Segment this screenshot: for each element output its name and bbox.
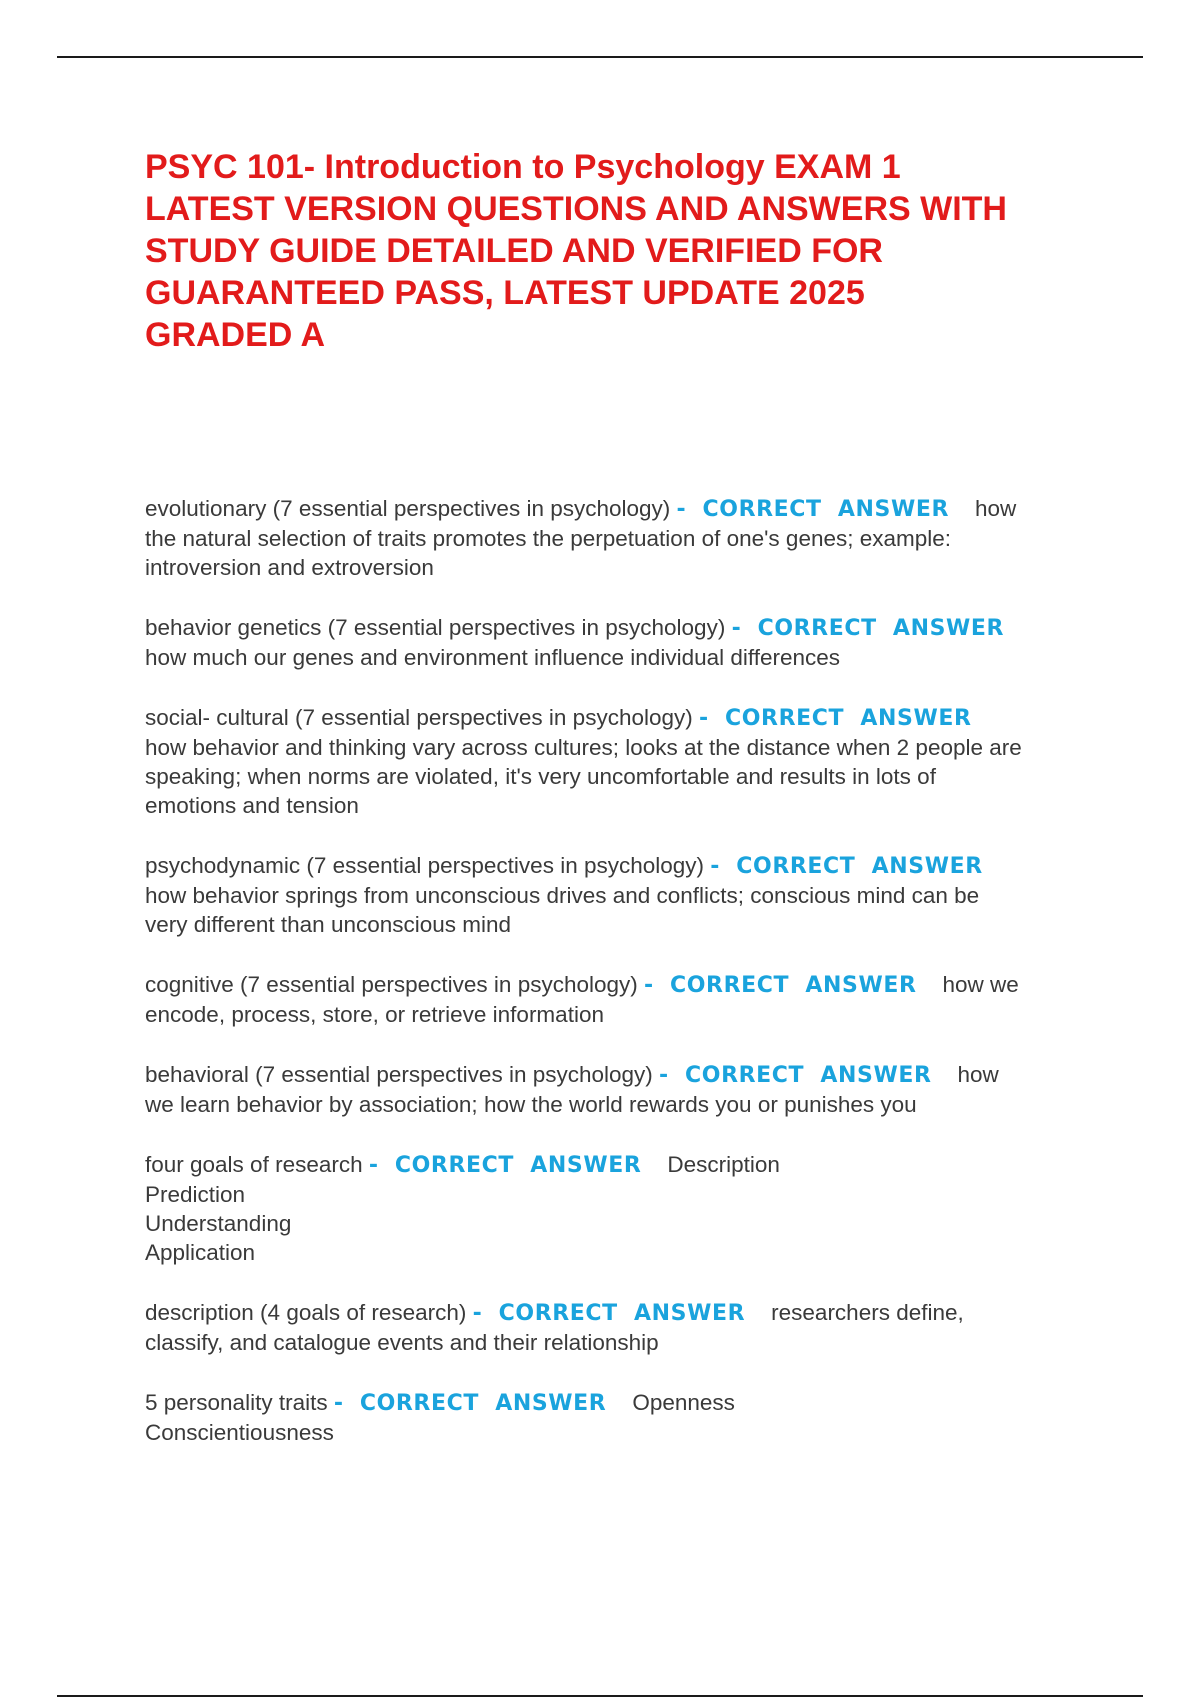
question-text: social- cultural (7 essential perspectives in psychology) xyxy=(145,705,693,730)
question-text: behavioral (7 essential perspectives in psychology) xyxy=(145,1062,653,1087)
question-text: psychodynamic (7 essential perspectives in psychology) xyxy=(145,853,705,878)
answer-line: speaking; when norms are violated, it's very uncomfortable and results in lots of xyxy=(145,764,936,789)
bottom-rule xyxy=(57,1695,1143,1697)
correct-answer-marker: - CORRECT ANSWER xyxy=(644,973,917,998)
top-rule xyxy=(57,56,1143,58)
qa-list xyxy=(145,494,1095,1447)
question-text: behavior genetics (7 essential perspectives in psychology) xyxy=(145,615,726,640)
qa-first-line xyxy=(145,703,1095,733)
answer-line: we learn behavior by association; how the world rewards you or punishes you xyxy=(145,1092,917,1117)
answer-line: Application xyxy=(145,1240,256,1265)
question-text: 5 personality traits xyxy=(145,1390,328,1415)
answer-line: emotions and tension xyxy=(145,793,359,818)
question-text: four goals of research xyxy=(145,1152,363,1177)
title-line: PSYC 101- Introduction to Psychology EXAM 1 xyxy=(145,148,901,186)
correct-answer-marker: - CORRECT ANSWER xyxy=(710,854,983,879)
qa-first-line xyxy=(145,1060,1095,1090)
answer-line: Conscientiousness xyxy=(145,1420,334,1445)
answer-inline: how xyxy=(975,496,1017,521)
correct-answer-marker: - CORRECT ANSWER xyxy=(333,1391,607,1416)
answer-inline: how we xyxy=(942,972,1019,997)
correct-answer-marker: - CORRECT ANSWER xyxy=(659,1063,932,1088)
correct-answer-marker: - CORRECT ANSWER xyxy=(699,706,972,731)
answer-inline: Description xyxy=(667,1152,780,1177)
title-line: GUARANTEED PASS, LATEST UPDATE 2025 xyxy=(145,274,865,312)
answer-line: the natural selection of traits promotes the perpetuation of one's genes; example: xyxy=(145,526,952,551)
answer-line: encode, process, store, or retrieve information xyxy=(145,1002,604,1027)
correct-answer-marker: - CORRECT ANSWER xyxy=(731,616,1005,641)
question-text: cognitive (7 essential perspectives in psychology) xyxy=(145,972,638,997)
correct-answer-marker: - CORRECT ANSWER xyxy=(676,497,950,522)
qa-first-line xyxy=(145,1298,1095,1328)
correct-answer-marker: - CORRECT ANSWER xyxy=(368,1153,642,1178)
qa-first-line xyxy=(145,1150,1095,1180)
answer-line: Understanding xyxy=(145,1211,292,1236)
qa-item xyxy=(145,1298,1095,1357)
answer-inline: how xyxy=(957,1062,999,1087)
qa-item xyxy=(145,851,1095,939)
qa-item xyxy=(145,703,1095,820)
answer-inline: Openness xyxy=(632,1390,735,1415)
qa-item xyxy=(145,1150,1095,1267)
answer-line: Prediction xyxy=(145,1182,246,1207)
answer-inline: researchers define, xyxy=(771,1300,964,1325)
title-line: GRADED A xyxy=(145,316,326,354)
question-text: description (4 goals of research) xyxy=(145,1300,467,1325)
correct-answer-marker: - CORRECT ANSWER xyxy=(472,1301,746,1326)
qa-first-line xyxy=(145,970,1095,1000)
question-text: evolutionary (7 essential perspectives in psychology) xyxy=(145,496,671,521)
answer-line: how much our genes and environment influence individual differences xyxy=(145,645,841,670)
answer-line: very different than unconscious mind xyxy=(145,912,512,937)
title-line: LATEST VERSION QUESTIONS AND ANSWERS WITH xyxy=(145,190,1007,228)
qa-item xyxy=(145,1060,1095,1119)
qa-item xyxy=(145,1388,1095,1447)
document-title xyxy=(145,146,1085,356)
qa-first-line xyxy=(145,851,1095,881)
qa-item xyxy=(145,613,1095,672)
qa-first-line xyxy=(145,494,1095,524)
qa-item xyxy=(145,970,1095,1029)
title-line: STUDY GUIDE DETAILED AND VERIFIED FOR xyxy=(145,232,883,270)
answer-line: introversion and extroversion xyxy=(145,555,434,580)
qa-first-line xyxy=(145,613,1095,643)
answer-line: how behavior springs from unconscious drives and conflicts; conscious mind can be xyxy=(145,883,980,908)
qa-first-line xyxy=(145,1388,1095,1418)
qa-item xyxy=(145,494,1095,582)
answer-line: classify, and catalogue events and their relationship xyxy=(145,1330,659,1355)
answer-line: how behavior and thinking vary across cultures; looks at the distance when 2 people are xyxy=(145,735,1022,760)
